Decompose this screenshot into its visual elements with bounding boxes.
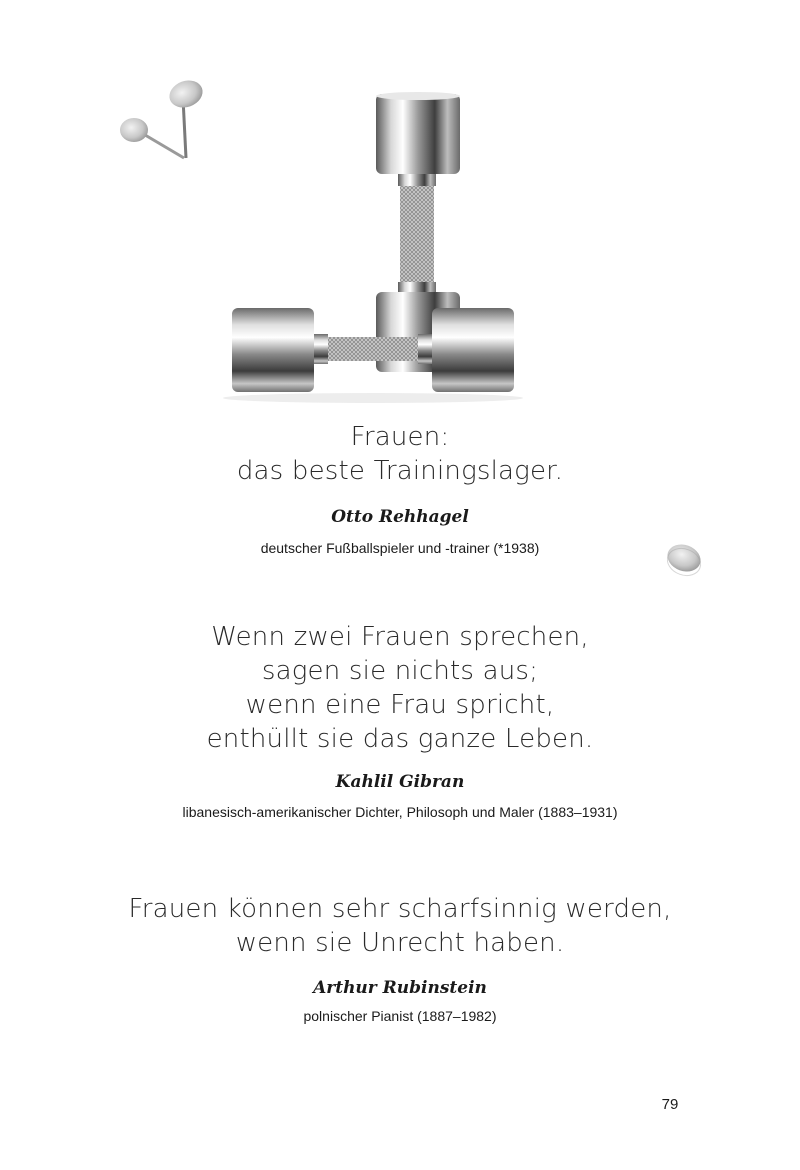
quote-author: Kahlil Gibran (335, 772, 465, 792)
pushpin-icon (166, 76, 207, 158)
quote-author: Otto Rehhagel (331, 507, 469, 527)
quote-author: Arthur Rubinstein (313, 978, 487, 998)
quote-text (0, 420, 800, 488)
quote-line: enthüllt sie das ganze Leben. (206, 724, 594, 754)
quote-text (0, 892, 800, 960)
quote-line: wenn sie Unrecht haben. (235, 928, 565, 958)
quote-line: Frauen können sehr scharfsinnig werden, (128, 894, 672, 924)
page-number: 79 (661, 1096, 679, 1113)
quote-text (0, 620, 800, 756)
author-description: polnischer Pianist (1887–1982) (303, 1008, 497, 1024)
author-description: libanesisch-amerikanischer Dichter, Philosoph und Maler (1883–1931) (182, 804, 618, 820)
pushpin-icon (120, 118, 184, 158)
quote-line: Wenn zwei Frauen sprechen, (211, 622, 589, 652)
quote-line: Frauen: (350, 422, 450, 452)
quote-line: wenn eine Frau spricht, (245, 690, 555, 720)
illustration-layer (0, 0, 800, 420)
dumbbell-icon (223, 308, 523, 403)
quote-line: sagen sie nichts aus; (261, 656, 539, 686)
quote-line: das beste Trainingslager. (236, 456, 564, 486)
author-description: deutscher Fußballspieler und -trainer (*1938) (260, 540, 540, 556)
